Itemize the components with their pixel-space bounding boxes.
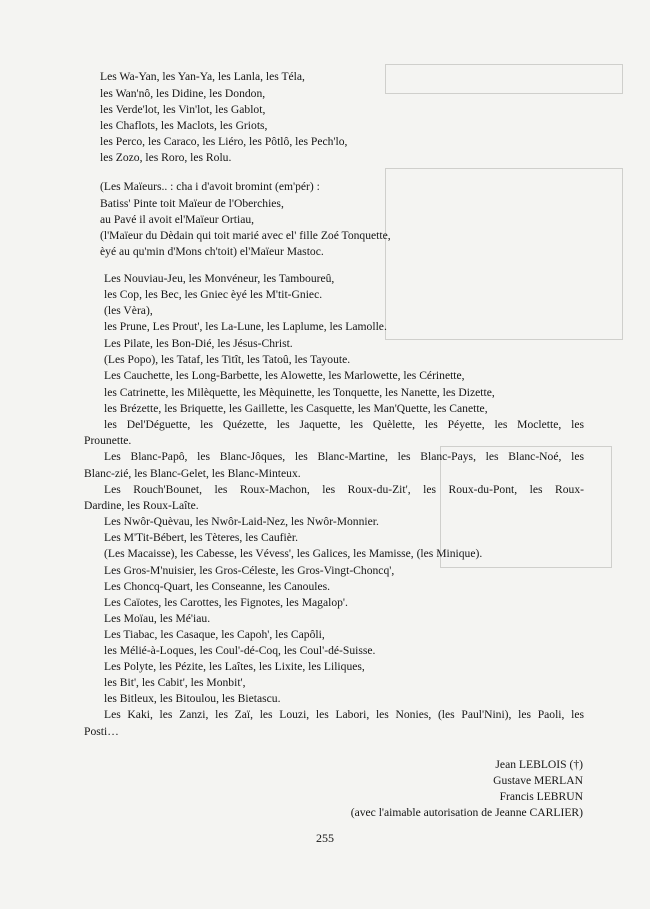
names-line: les Bit', les Cabit', les Monbit', — [104, 676, 246, 689]
names-line: Les Caïotes, les Carottes, les Fignotes, les Magalop'. — [104, 596, 348, 609]
names-line: les Verde'lot, les Vin'lot, les Gablot, — [100, 103, 266, 116]
names-line: Les Nwôr-Quèvau, les Nwôr-Laid-Nez, les Nwôr-Monnier. — [104, 515, 379, 528]
signature-line: Jean LEBLOIS (†) — [495, 758, 583, 771]
names-line: les Perco, les Caraco, les Liéro, les Pôtlô, les Pech'lo, — [100, 135, 348, 148]
names-line: Les M'Tit-Bébert, les Tèteres, les Caufièr. — [104, 531, 298, 544]
signature-line: Francis LEBRUN — [499, 790, 583, 803]
names-line: Les Blanc-Papô, les Blanc-Jôques, les Blanc-Martine, les Blanc-Pays, les Blanc-Noé, les — [104, 450, 584, 463]
names-line: les Mélié-à-Loques, les Coul'-dé-Coq, les Coul'-dé-Suisse. — [104, 644, 376, 657]
mayors-line: (l'Maïeur du Dèdain qui toit marié avec el' fille Zoé Tonquette, — [100, 229, 391, 242]
mayors-line: Batiss' Pinte toit Maïeur de l'Oberchies, — [100, 197, 284, 210]
names-line: Les Choncq-Quart, les Conseanne, les Canoules. — [104, 580, 331, 593]
names-line: les Chaflots, les Maclots, les Griots, — [100, 119, 268, 132]
signature-line: Gustave MERLAN — [493, 774, 583, 787]
names-line: Les Polyte, les Pézite, les Laîtes, les Lixite, les Liliques, — [104, 660, 365, 673]
show-through-frame — [385, 64, 623, 94]
names-line: les Zozo, les Roro, les Rolu. — [100, 151, 232, 164]
names-line: Posti… — [84, 725, 119, 738]
names-line: Les Pilate, les Bon-Dié, les Jésus-Christ. — [104, 337, 293, 350]
mayors-line: (Les Maïeurs.. : cha i d'avoit bromint (em'pér) : — [100, 180, 320, 193]
names-line: les Cop, les Bec, les Gniec èyé les M'tit-Gniec. — [104, 288, 323, 301]
names-line: Prounette. — [84, 434, 132, 447]
mayors-line: èyé au qu'min d'Mons ch'toit) el'Maïeur Mastoc. — [100, 245, 324, 258]
signature-line: (avec l'aimable autorisation de Jeanne CARLIER) — [350, 806, 583, 819]
names-line: les Del'Déguette, les Quézette, les Jaquette, les Quèlette, les Péyette, les Moclette, les — [104, 418, 584, 431]
names-line: les Bitleux, les Bitoulou, les Bietascu. — [104, 692, 281, 705]
names-line: Les Rouch'Bounet, les Roux-Machon, les Roux-du-Zit', les Roux-du-Pont, les Roux- — [104, 483, 584, 496]
names-line: les Wan'nô, les Didine, les Dondon, — [100, 87, 266, 100]
names-line: Les Kaki, les Zanzi, les Zaï, les Louzi, les Labori, les Nonies, (les Paul'Nini), les Paoli, les — [104, 708, 584, 721]
names-line: Les Cauchette, les Long-Barbette, les Alowette, les Marlowette, les Cérinette, — [104, 369, 465, 382]
names-line: Les Moïau, les Mé'iau. — [104, 612, 211, 625]
names-line: Les Gros-M'nuisier, les Gros-Céleste, les Gros-Vingt-Choncq', — [104, 564, 395, 577]
mayors-line: au Pavé il avoit el'Maïeur Ortiau, — [100, 213, 255, 226]
names-line: Dardine, les Roux-Laîte. — [84, 499, 199, 512]
names-line: Blanc-zié, les Blanc-Gelet, les Blanc-Minteux. — [84, 467, 301, 480]
names-line: Les Tiabac, les Casaque, les Capoh', les Capôli, — [104, 628, 325, 641]
names-line: les Catrinette, les Milèquette, les Mèquinette, les Tonquette, les Nanette, les Dizette, — [104, 386, 495, 399]
names-line: (les Vèra), — [104, 304, 153, 317]
names-line: les Brézette, les Briquette, les Gaillette, les Casquette, les Man'Quette, les Canette, — [104, 402, 488, 415]
names-line: Les Nouviau-Jeu, les Monvéneur, les Tamboureû, — [104, 272, 335, 285]
names-line: (Les Popo), les Tataf, les Titît, les Tatoû, les Tayoute. — [104, 353, 351, 366]
show-through-frame — [385, 168, 623, 340]
page-number: 255 — [316, 831, 334, 845]
names-line: (Les Macaisse), les Cabesse, les Vévess', les Galices, les Mamisse, (les Minique). — [104, 547, 483, 560]
names-line: les Prune, Les Prout', les La-Lune, les Laplume, les Lamolle. — [104, 320, 387, 333]
names-line: Les Wa-Yan, les Yan-Ya, les Lanla, les Téla, — [100, 70, 305, 83]
